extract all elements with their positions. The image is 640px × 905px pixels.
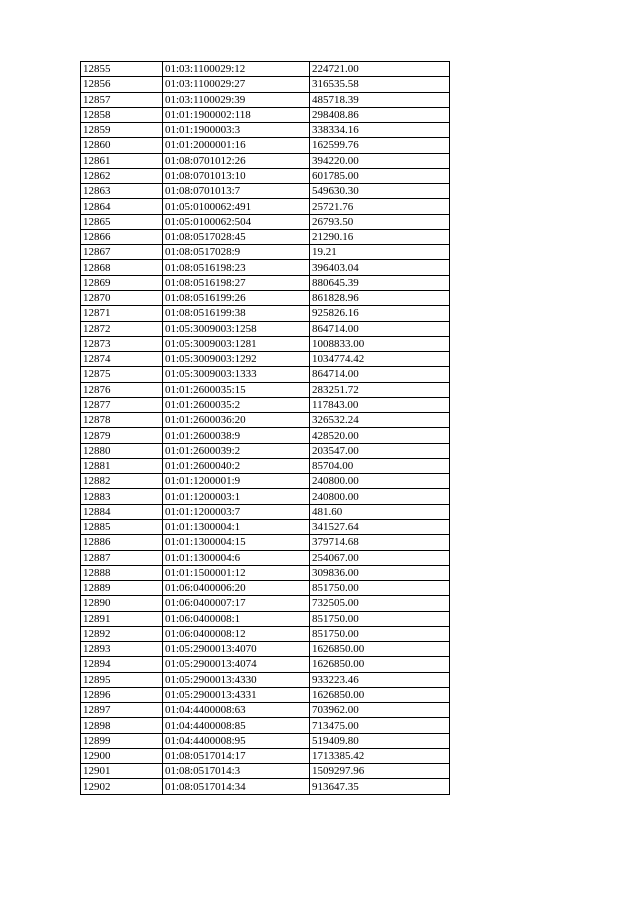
cadastral-number-cell: 01:01:1200003:7 xyxy=(163,504,310,519)
table-row xyxy=(81,306,450,321)
value-cell: 713475.00 xyxy=(310,718,450,733)
row-number-cell: 12902 xyxy=(81,779,163,794)
row-number-cell: 12889 xyxy=(81,581,163,596)
cadastral-number-cell: 01:01:1500001:12 xyxy=(163,565,310,580)
table-row xyxy=(81,504,450,519)
row-number-cell: 12863 xyxy=(81,184,163,199)
table-row xyxy=(81,229,450,244)
row-number-cell: 12886 xyxy=(81,535,163,550)
cadastral-number-cell: 01:08:0517014:34 xyxy=(163,779,310,794)
value-cell: 254067.00 xyxy=(310,550,450,565)
table-row xyxy=(81,764,450,779)
table-row xyxy=(81,779,450,794)
row-number-cell: 12856 xyxy=(81,77,163,92)
value-cell: 1626850.00 xyxy=(310,642,450,657)
value-cell: 481.60 xyxy=(310,504,450,519)
row-number-cell: 12901 xyxy=(81,764,163,779)
value-cell: 861828.96 xyxy=(310,290,450,305)
cadastral-number-cell: 01:01:2600039:2 xyxy=(163,443,310,458)
cadastral-number-cell: 01:01:2600040:2 xyxy=(163,458,310,473)
table-row xyxy=(81,382,450,397)
table-row xyxy=(81,397,450,412)
value-cell: 1626850.00 xyxy=(310,657,450,672)
table-row xyxy=(81,352,450,367)
value-cell: 1713385.42 xyxy=(310,748,450,763)
cadastral-number-cell: 01:06:0400008:1 xyxy=(163,611,310,626)
cadastral-number-cell: 01:01:1200003:1 xyxy=(163,489,310,504)
row-number-cell: 12899 xyxy=(81,733,163,748)
value-cell: 117843.00 xyxy=(310,397,450,412)
table-row xyxy=(81,581,450,596)
cadastral-number-cell: 01:01:1200001:9 xyxy=(163,474,310,489)
row-number-cell: 12857 xyxy=(81,92,163,107)
row-number-cell: 12862 xyxy=(81,168,163,183)
row-number-cell: 12879 xyxy=(81,428,163,443)
table-row xyxy=(81,62,450,77)
table-row xyxy=(81,703,450,718)
row-number-cell: 12896 xyxy=(81,687,163,702)
value-cell: 913647.35 xyxy=(310,779,450,794)
table-row xyxy=(81,611,450,626)
cadastral-number-cell: 01:08:0517028:45 xyxy=(163,229,310,244)
cadastral-number-cell: 01:04:4400008:63 xyxy=(163,703,310,718)
cadastral-number-cell: 01:01:2600038:9 xyxy=(163,428,310,443)
value-cell: 1626850.00 xyxy=(310,687,450,702)
cadastral-number-cell: 01:01:1300004:6 xyxy=(163,550,310,565)
row-number-cell: 12893 xyxy=(81,642,163,657)
table-row xyxy=(81,550,450,565)
row-number-cell: 12872 xyxy=(81,321,163,336)
row-number-cell: 12900 xyxy=(81,748,163,763)
row-number-cell: 12880 xyxy=(81,443,163,458)
value-cell: 925826.16 xyxy=(310,306,450,321)
row-number-cell: 12855 xyxy=(81,62,163,77)
value-cell: 394220.00 xyxy=(310,153,450,168)
table-row xyxy=(81,657,450,672)
cadastral-number-cell: 01:03:1100029:39 xyxy=(163,92,310,107)
value-cell: 21290.16 xyxy=(310,229,450,244)
cadastral-number-cell: 01:05:2900013:4070 xyxy=(163,642,310,657)
cadastral-number-cell: 01:01:2600035:2 xyxy=(163,397,310,412)
table-row xyxy=(81,596,450,611)
table-row xyxy=(81,184,450,199)
value-cell: 851750.00 xyxy=(310,611,450,626)
row-number-cell: 12875 xyxy=(81,367,163,382)
value-cell: 240800.00 xyxy=(310,474,450,489)
value-cell: 240800.00 xyxy=(310,489,450,504)
row-number-cell: 12861 xyxy=(81,153,163,168)
row-number-cell: 12871 xyxy=(81,306,163,321)
table-row xyxy=(81,642,450,657)
cadastral-number-cell: 01:05:3009003:1333 xyxy=(163,367,310,382)
cadastral-number-cell: 01:06:0400006:20 xyxy=(163,581,310,596)
row-number-cell: 12885 xyxy=(81,519,163,534)
cadastral-number-cell: 01:05:3009003:1281 xyxy=(163,336,310,351)
row-number-cell: 12894 xyxy=(81,657,163,672)
table-row xyxy=(81,77,450,92)
cadastral-number-cell: 01:04:4400008:85 xyxy=(163,718,310,733)
row-number-cell: 12892 xyxy=(81,626,163,641)
cadastral-number-cell: 01:08:0701013:7 xyxy=(163,184,310,199)
cadastral-number-cell: 01:01:1300004:15 xyxy=(163,535,310,550)
table-row xyxy=(81,687,450,702)
value-cell: 485718.39 xyxy=(310,92,450,107)
value-cell: 203547.00 xyxy=(310,443,450,458)
cadastral-number-cell: 01:04:4400008:95 xyxy=(163,733,310,748)
value-cell: 1509297.96 xyxy=(310,764,450,779)
value-cell: 379714.68 xyxy=(310,535,450,550)
table-row xyxy=(81,260,450,275)
value-cell: 298408.86 xyxy=(310,107,450,122)
table-row xyxy=(81,733,450,748)
cadastral-number-cell: 01:08:0516199:38 xyxy=(163,306,310,321)
cadastral-number-cell: 01:05:2900013:4074 xyxy=(163,657,310,672)
value-cell: 316535.58 xyxy=(310,77,450,92)
cadastral-number-cell: 01:03:1100029:12 xyxy=(163,62,310,77)
table-row xyxy=(81,565,450,580)
value-cell: 864714.00 xyxy=(310,321,450,336)
value-cell: 341527.64 xyxy=(310,519,450,534)
table-row xyxy=(81,489,450,504)
table-row xyxy=(81,474,450,489)
value-cell: 703962.00 xyxy=(310,703,450,718)
cadastral-number-cell: 01:05:0100062:491 xyxy=(163,199,310,214)
data-table-container xyxy=(80,61,449,795)
row-number-cell: 12864 xyxy=(81,199,163,214)
cadastral-number-cell: 01:08:0517014:17 xyxy=(163,748,310,763)
row-number-cell: 12881 xyxy=(81,458,163,473)
table-row xyxy=(81,718,450,733)
row-number-cell: 12867 xyxy=(81,245,163,260)
cadastral-number-cell: 01:05:2900013:4331 xyxy=(163,687,310,702)
data-table xyxy=(80,61,450,795)
cadastral-number-cell: 01:06:0400008:12 xyxy=(163,626,310,641)
row-number-cell: 12858 xyxy=(81,107,163,122)
table-row xyxy=(81,458,450,473)
table-row xyxy=(81,92,450,107)
value-cell: 732505.00 xyxy=(310,596,450,611)
row-number-cell: 12868 xyxy=(81,260,163,275)
row-number-cell: 12883 xyxy=(81,489,163,504)
row-number-cell: 12859 xyxy=(81,123,163,138)
row-number-cell: 12866 xyxy=(81,229,163,244)
row-number-cell: 12873 xyxy=(81,336,163,351)
table-row xyxy=(81,626,450,641)
table-row xyxy=(81,275,450,290)
table-row xyxy=(81,321,450,336)
table-row xyxy=(81,535,450,550)
cadastral-number-cell: 01:01:1900002:118 xyxy=(163,107,310,122)
table-row xyxy=(81,748,450,763)
table-row xyxy=(81,168,450,183)
cadastral-number-cell: 01:05:3009003:1292 xyxy=(163,352,310,367)
cadastral-number-cell: 01:05:3009003:1258 xyxy=(163,321,310,336)
cadastral-number-cell: 01:05:0100062:504 xyxy=(163,214,310,229)
row-number-cell: 12874 xyxy=(81,352,163,367)
row-number-cell: 12882 xyxy=(81,474,163,489)
row-number-cell: 12884 xyxy=(81,504,163,519)
value-cell: 396403.04 xyxy=(310,260,450,275)
table-row xyxy=(81,672,450,687)
row-number-cell: 12887 xyxy=(81,550,163,565)
table-row xyxy=(81,123,450,138)
cadastral-number-cell: 01:01:1900003:3 xyxy=(163,123,310,138)
cadastral-number-cell: 01:05:2900013:4330 xyxy=(163,672,310,687)
table-row xyxy=(81,336,450,351)
table-row xyxy=(81,214,450,229)
cadastral-number-cell: 01:01:2600036:20 xyxy=(163,413,310,428)
row-number-cell: 12860 xyxy=(81,138,163,153)
row-number-cell: 12877 xyxy=(81,397,163,412)
value-cell: 933223.46 xyxy=(310,672,450,687)
value-cell: 309836.00 xyxy=(310,565,450,580)
value-cell: 224721.00 xyxy=(310,62,450,77)
cadastral-number-cell: 01:08:0701012:26 xyxy=(163,153,310,168)
table-row xyxy=(81,413,450,428)
value-cell: 162599.76 xyxy=(310,138,450,153)
table-row xyxy=(81,367,450,382)
cadastral-number-cell: 01:01:1300004:1 xyxy=(163,519,310,534)
row-number-cell: 12898 xyxy=(81,718,163,733)
value-cell: 549630.30 xyxy=(310,184,450,199)
table-row xyxy=(81,138,450,153)
value-cell: 880645.39 xyxy=(310,275,450,290)
table-row xyxy=(81,153,450,168)
row-number-cell: 12876 xyxy=(81,382,163,397)
cadastral-number-cell: 01:08:0517028:9 xyxy=(163,245,310,260)
value-cell: 851750.00 xyxy=(310,581,450,596)
table-row xyxy=(81,199,450,214)
cadastral-number-cell: 01:03:1100029:27 xyxy=(163,77,310,92)
row-number-cell: 12890 xyxy=(81,596,163,611)
value-cell: 25721.76 xyxy=(310,199,450,214)
value-cell: 428520.00 xyxy=(310,428,450,443)
value-cell: 1034774.42 xyxy=(310,352,450,367)
cadastral-number-cell: 01:08:0516199:26 xyxy=(163,290,310,305)
value-cell: 19.21 xyxy=(310,245,450,260)
cadastral-number-cell: 01:01:2000001:16 xyxy=(163,138,310,153)
value-cell: 26793.50 xyxy=(310,214,450,229)
table-row xyxy=(81,245,450,260)
row-number-cell: 12878 xyxy=(81,413,163,428)
table-row xyxy=(81,290,450,305)
value-cell: 283251.72 xyxy=(310,382,450,397)
value-cell: 851750.00 xyxy=(310,626,450,641)
row-number-cell: 12870 xyxy=(81,290,163,305)
value-cell: 85704.00 xyxy=(310,458,450,473)
row-number-cell: 12888 xyxy=(81,565,163,580)
cadastral-number-cell: 01:01:2600035:15 xyxy=(163,382,310,397)
value-cell: 1008833.00 xyxy=(310,336,450,351)
row-number-cell: 12865 xyxy=(81,214,163,229)
row-number-cell: 12895 xyxy=(81,672,163,687)
table-row xyxy=(81,443,450,458)
value-cell: 601785.00 xyxy=(310,168,450,183)
value-cell: 326532.24 xyxy=(310,413,450,428)
table-row xyxy=(81,107,450,122)
table-body xyxy=(81,62,450,795)
row-number-cell: 12869 xyxy=(81,275,163,290)
value-cell: 864714.00 xyxy=(310,367,450,382)
cadastral-number-cell: 01:08:0516198:27 xyxy=(163,275,310,290)
cadastral-number-cell: 01:08:0516198:23 xyxy=(163,260,310,275)
cadastral-number-cell: 01:08:0701013:10 xyxy=(163,168,310,183)
cadastral-number-cell: 01:08:0517014:3 xyxy=(163,764,310,779)
row-number-cell: 12897 xyxy=(81,703,163,718)
table-row xyxy=(81,519,450,534)
value-cell: 519409.80 xyxy=(310,733,450,748)
row-number-cell: 12891 xyxy=(81,611,163,626)
cadastral-number-cell: 01:06:0400007:17 xyxy=(163,596,310,611)
table-row xyxy=(81,428,450,443)
value-cell: 338334.16 xyxy=(310,123,450,138)
